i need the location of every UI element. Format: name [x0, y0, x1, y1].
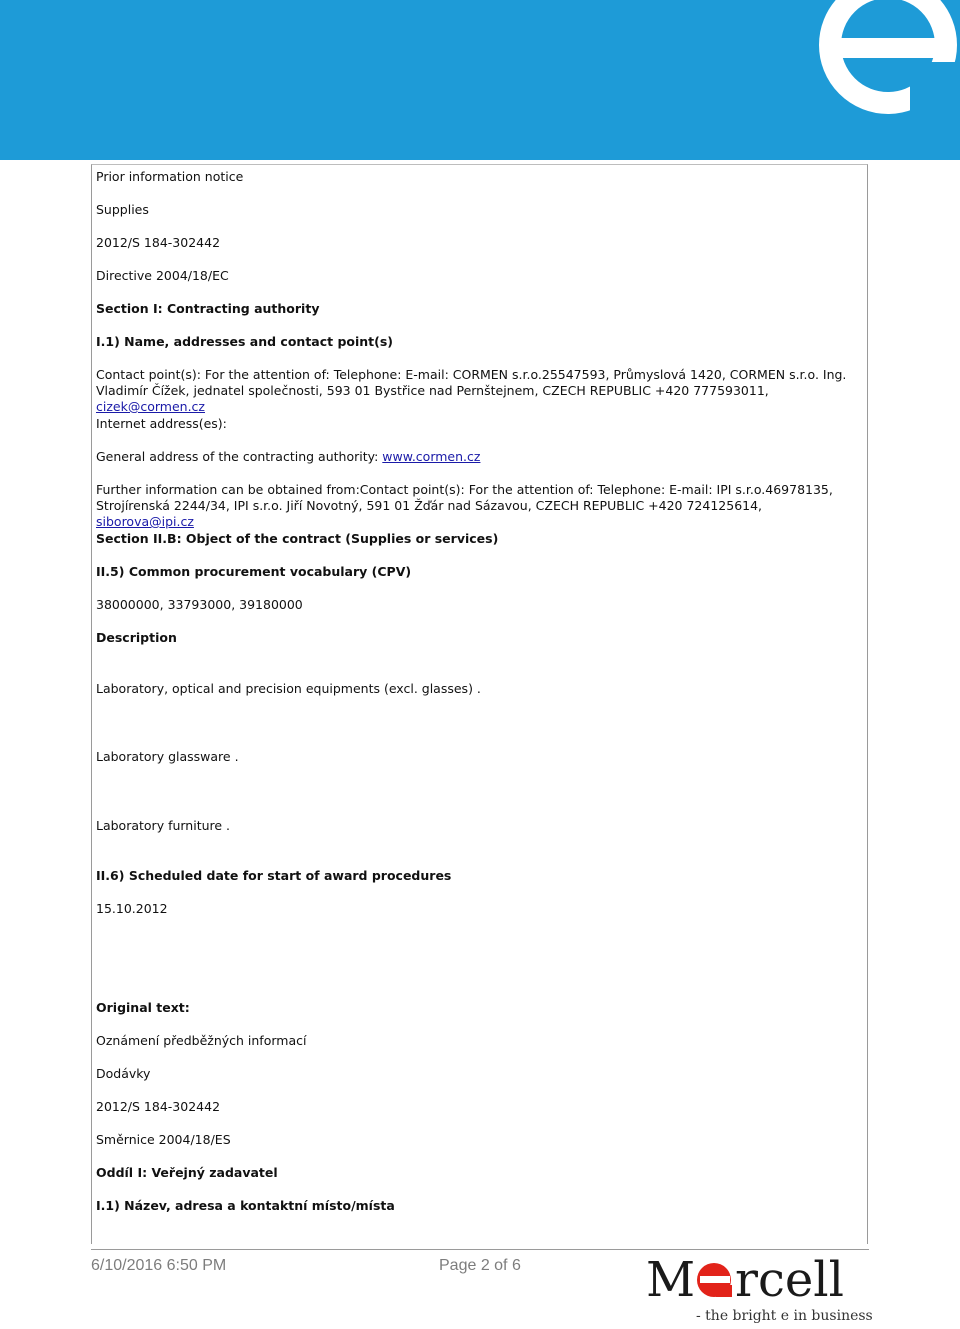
e-logo-icon	[810, 0, 960, 120]
further-info-email-link[interactable]: siborova@ipi.cz	[96, 514, 194, 529]
contract-type: Supplies	[96, 202, 149, 217]
contact-line-2: Vladimír Čížek, jednatel společnosti, 593 01 Bystřice nad Pernštejnem, CZECH REPUBLIC +420 777593011,	[96, 383, 769, 398]
contact-email-link[interactable]: cizek@cormen.cz	[96, 399, 205, 414]
further-info-paragraph	[96, 482, 856, 530]
description-heading: Description	[96, 630, 177, 645]
internet-address-label: Internet address(es):	[96, 416, 227, 431]
section-heading: Section II.B: Object of the contract (Supplies or services)	[96, 531, 499, 546]
section-heading: Section I: Contracting authority	[96, 301, 320, 316]
original-section-heading: Oddíl I: Veřejný zadavatel	[96, 1165, 278, 1180]
svg-text:M: M	[646, 1252, 696, 1302]
general-address	[96, 449, 480, 465]
further-info-line-1: Further information can be obtained from:Contact point(s): For the attention of: Telephone: E-mail: IPI s.r.o.46978135,	[96, 482, 833, 497]
contact-paragraph	[96, 367, 856, 415]
footer-tagline: - the bright e in business	[696, 1308, 873, 1324]
header-banner	[0, 0, 960, 160]
scheduled-date: 15.10.2012	[96, 901, 168, 916]
contact-line-1: Contact point(s): For the attention of: Telephone: E-mail: CORMEN s.r.o.25547593, Průmyslová 1420, CORMEN s.r.o. Ing.	[96, 367, 847, 382]
original-notice-number: 2012/S 184-302442	[96, 1099, 221, 1114]
footer-date: 6/10/2016 6:50 PM	[91, 1257, 227, 1274]
marcell-logo	[646, 1252, 866, 1302]
subsection-heading: II.5) Common procurement vocabulary (CPV)	[96, 564, 412, 579]
original-contract-type: Dodávky	[96, 1066, 151, 1081]
general-address-label: General address of the contracting authority:	[96, 449, 383, 464]
description-item: Laboratory, optical and precision equipments (excl. glasses) .	[96, 681, 481, 696]
subsection-heading: I.1) Name, addresses and contact point(s)	[96, 334, 394, 349]
footer-page-number: Page 2 of 6	[439, 1257, 521, 1274]
cpv-codes: 38000000, 33793000, 39180000	[96, 597, 303, 612]
original-notice-type: Oznámení předběžných informací	[96, 1033, 307, 1048]
description-item: Laboratory furniture .	[96, 818, 231, 833]
notice-number: 2012/S 184-302442	[96, 235, 221, 250]
further-info-line-2: Strojírenská 2244/34, IPI s.r.o. Jiří Novotný, 591 01 Žďár nad Sázavou, CZECH REPUBLIC +420 724125614,	[96, 498, 763, 513]
footer-divider	[91, 1249, 869, 1250]
document-frame	[91, 164, 868, 1244]
notice-type: Prior information notice	[96, 169, 244, 184]
original-text-heading: Original text:	[96, 1000, 190, 1015]
svg-text:rcell: rcell	[735, 1252, 844, 1302]
subsection-heading: II.6) Scheduled date for start of award procedures	[96, 868, 452, 883]
website-link[interactable]: www.cormen.cz	[382, 449, 481, 464]
original-directive: Směrnice 2004/18/ES	[96, 1132, 231, 1147]
description-item: Laboratory glassware .	[96, 749, 239, 764]
directive: Directive 2004/18/EC	[96, 268, 229, 283]
original-subsection-heading: I.1) Název, adresa a kontaktní místo/místa	[96, 1198, 395, 1213]
